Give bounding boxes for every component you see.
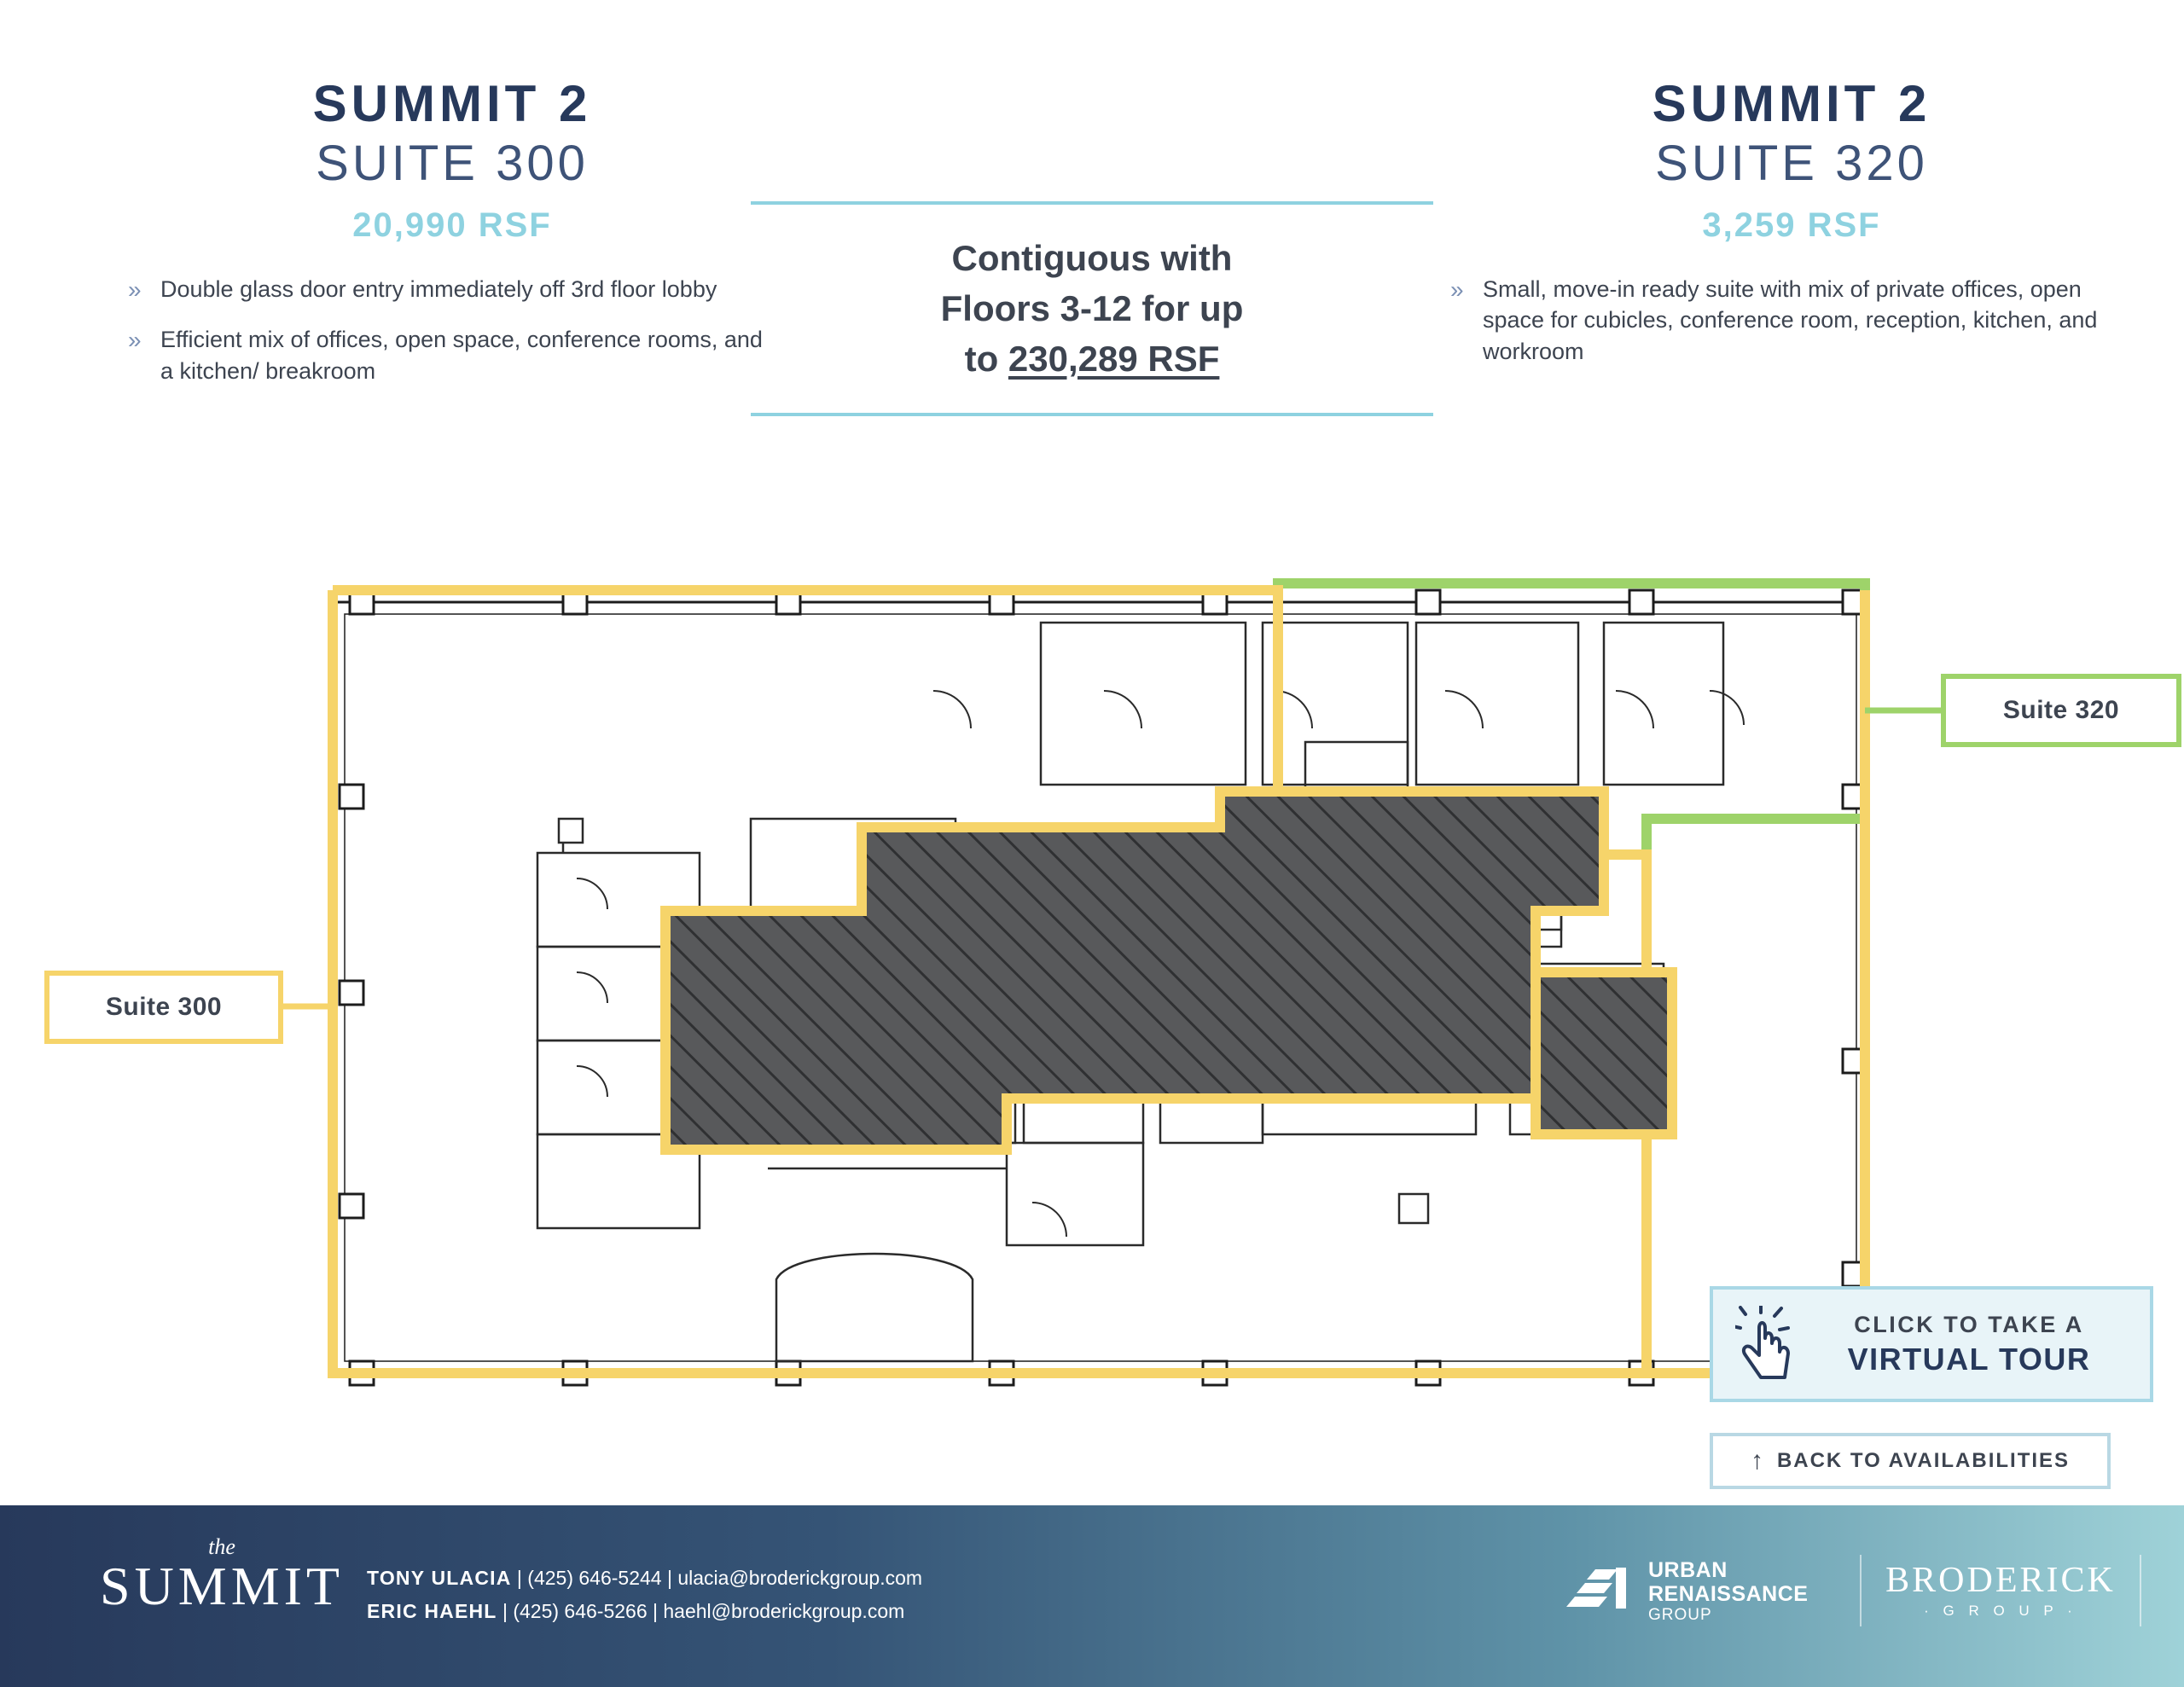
summit-logo (85, 1536, 358, 1618)
suite-320-map-label[interactable]: Suite 320 (1941, 674, 2181, 747)
broderick-group-word: · G R O U P · (1924, 1603, 2077, 1619)
contact-row (367, 1595, 922, 1628)
urg-line-1: URBAN (1648, 1558, 1728, 1582)
callout-line-2: Floors 3-12 for up (940, 287, 1244, 328)
bullet-marker-icon: » (1450, 275, 1464, 303)
list-item (128, 274, 776, 306)
bullet-marker-icon: » (128, 327, 142, 354)
contact-phone[interactable]: (425) 646-5266 (513, 1600, 648, 1623)
left-suite-rsf: 20,990 RSF (352, 206, 552, 244)
right-suite-rsf: 3,259 RSF (1702, 206, 1881, 244)
contact-name: TONY ULACIA (367, 1567, 512, 1589)
list-item-text: Double glass door entry immediately off 3rd floor lobby (160, 275, 717, 302)
contact-email[interactable]: ulacia@broderickgroup.com (677, 1567, 923, 1589)
list-item-text: Small, move-in ready suite with mix of private offices, open space for cubicles, conference room, reception, kitchen, and workroom (1483, 275, 2098, 364)
right-bullet-list (1450, 274, 2133, 367)
footer-bar (0, 1505, 2184, 1687)
callout-line-1: Contiguous with (951, 238, 1233, 278)
left-bullet-list (128, 274, 776, 387)
list-item-text: Efficient mix of offices, open space, conference rooms, and a kitchen/ breakroom (160, 327, 763, 384)
contact-separator: | (502, 1600, 508, 1623)
contact-separator: | (666, 1567, 672, 1589)
right-building-title: SUMMIT 2 (1652, 75, 1931, 132)
virtual-tour-label (1802, 1312, 2150, 1377)
back-to-availabilities-button[interactable] (1710, 1433, 2111, 1489)
core-hatched-area-right (1536, 972, 1672, 1134)
virtual-tour-line-1: CLICK TO TAKE A (1854, 1311, 2084, 1337)
contiguous-callout (751, 201, 1433, 416)
urban-renaissance-logo (1561, 1558, 1808, 1624)
contact-list (367, 1562, 922, 1628)
right-suite-name: SUITE 320 (1655, 136, 1928, 191)
callout-text (751, 205, 1433, 413)
urg-line-2: RENAISSANCE (1648, 1582, 1809, 1606)
click-hand-icon (1735, 1306, 1802, 1383)
suite-300-map-label[interactable]: Suite 300 (44, 971, 283, 1044)
callout-line-3-prefix: to (964, 338, 1008, 379)
urban-renaissance-wordmark (1648, 1558, 1808, 1624)
broderick-group-logo (1860, 1555, 2141, 1626)
contact-email[interactable]: haehl@broderickgroup.com (663, 1600, 905, 1623)
urban-renaissance-mark-icon (1561, 1559, 1633, 1624)
urg-line-3: GROUP (1648, 1606, 1712, 1624)
contact-row (367, 1562, 922, 1595)
summit-logo-the: the (208, 1534, 235, 1559)
contact-phone[interactable]: (425) 646-5244 (527, 1567, 662, 1589)
callout-total-rsf: 230,289 RSF (1008, 338, 1220, 379)
virtual-tour-line-2: VIRTUAL TOUR (1847, 1341, 2091, 1377)
bullet-marker-icon: » (128, 275, 142, 303)
core-hatched-area (665, 791, 1604, 1150)
list-item (1450, 274, 2133, 367)
right-suite-panel (1450, 77, 2133, 386)
broderick-name: BRODERICK (1885, 1561, 2116, 1600)
back-to-availabilities-label: BACK TO AVAILABILITIES (1776, 1449, 2071, 1472)
left-suite-name: SUITE 300 (316, 136, 589, 191)
virtual-tour-button[interactable] (1710, 1286, 2153, 1402)
callout-line-3 (785, 334, 1399, 385)
arrow-up-icon: ↑ (1750, 1446, 1763, 1475)
contact-name: ERIC HAEHL (367, 1600, 497, 1623)
contact-separator: | (516, 1567, 522, 1589)
left-suite-panel (128, 77, 776, 405)
callout-divider-bottom (751, 413, 1433, 416)
left-building-title: SUMMIT 2 (312, 75, 592, 132)
list-item (128, 324, 776, 386)
summit-logo-name: SUMMIT (99, 1556, 345, 1616)
contact-separator: | (653, 1600, 658, 1623)
